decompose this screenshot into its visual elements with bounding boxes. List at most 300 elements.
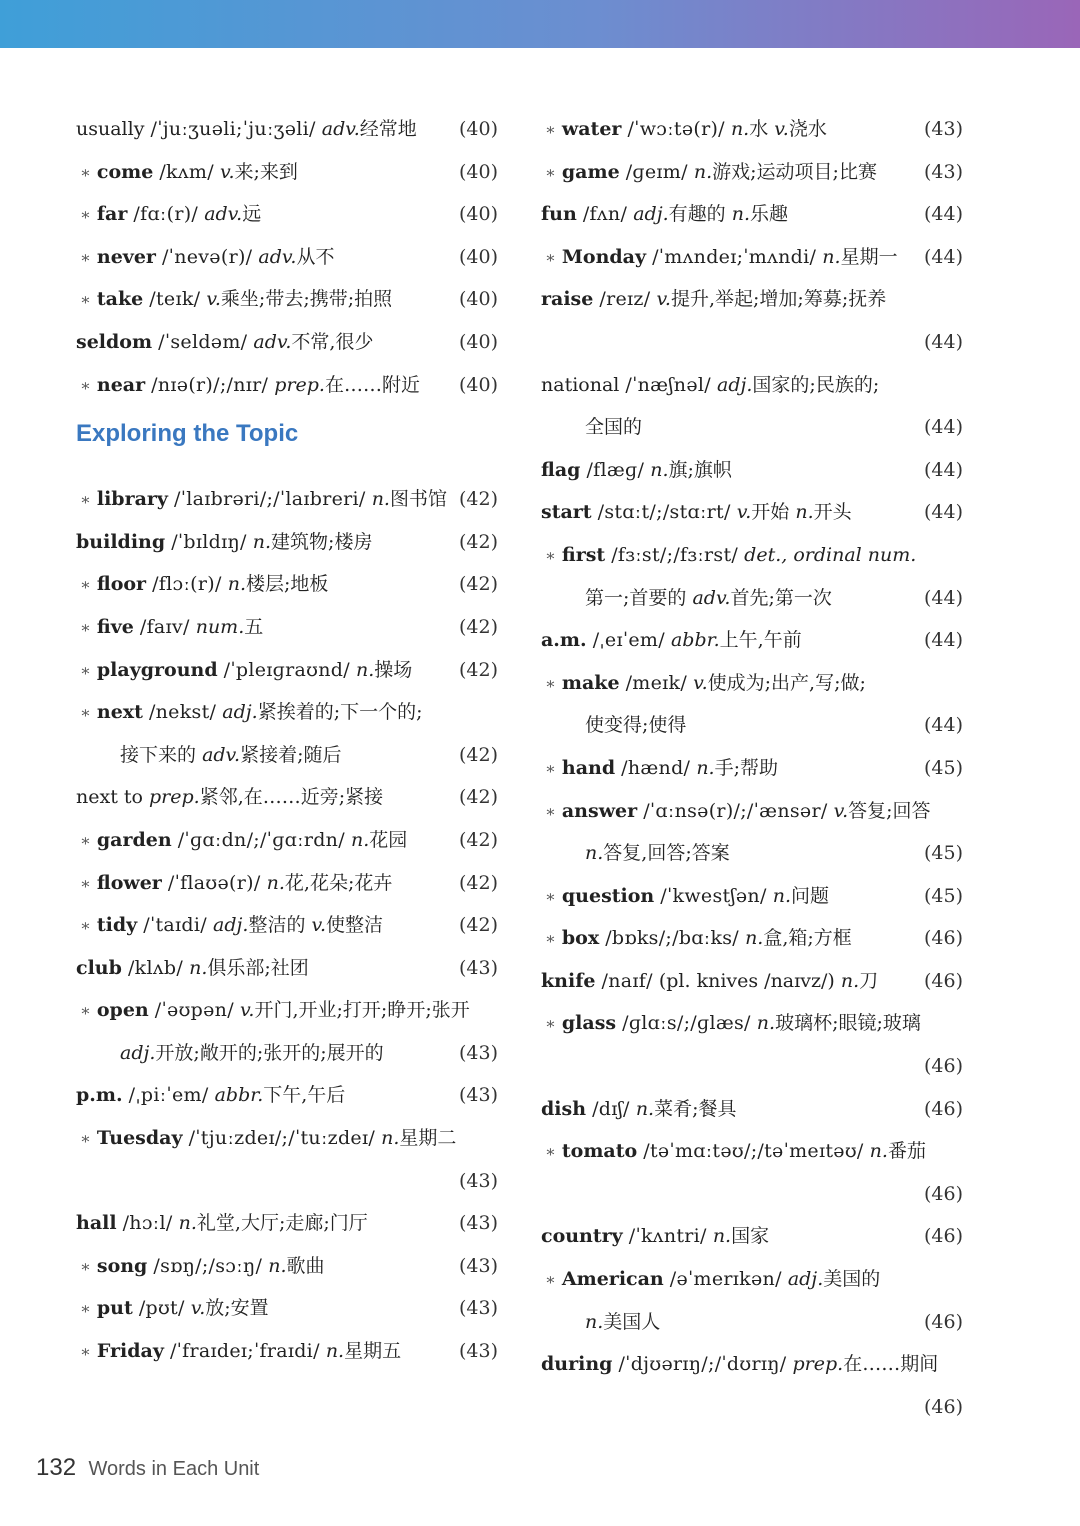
phonetic: /flæɡ/ [586,458,645,481]
headword: knife [541,969,596,992]
part-of-speech: abbr. [214,1084,264,1107]
definition-2: 开头 [813,501,852,524]
definition: 开始 [751,501,790,524]
entry-text [76,904,383,948]
definition: 下午,午后 [263,1084,346,1107]
vocab-row [541,1173,965,1216]
unit-page-ref: (44) [923,203,963,226]
definition: 星期五 [344,1340,402,1363]
phonetic: /ˈkwestʃən/ [660,884,767,907]
headword: fun [541,203,577,226]
vocab-row [76,1160,500,1203]
headword: song [96,1254,148,1277]
definition: 上午,午前 [719,629,802,652]
part-of-speech: n. [822,245,841,268]
definition: 整洁的 [248,914,306,937]
part-of-speech: num. [195,615,245,638]
unit-page-ref: (40) [458,203,498,226]
part-of-speech: prep. [149,786,200,809]
headword: box [561,927,600,950]
entry-text [76,151,298,195]
entry-text [76,734,341,777]
unit-page-ref: (44) [923,458,963,481]
part-of-speech: prep. [792,1353,844,1376]
entry-text [541,832,730,875]
entry-text [76,563,328,607]
section-heading: Exploring the Topic [76,420,299,448]
part-of-speech: n. [745,927,764,950]
entry-text [76,1330,401,1374]
entry-text [541,1343,938,1386]
part-of-speech: n. [730,118,750,140]
unit-page-ref: (43) [458,1297,498,1320]
headword: next to [76,786,143,809]
definition: 星期一 [840,245,898,268]
unit-page-ref: (42) [458,828,498,851]
definition: 歌曲 [286,1254,325,1277]
phonetic: /ˈwɔːtə(r)/ [627,118,725,140]
unit-page-ref: (42) [458,615,498,638]
part-of-speech: adj. [120,1041,156,1064]
part-of-speech-2: n. [731,203,750,226]
page-number: 132 [36,1454,77,1481]
part-of-speech: n. [350,828,370,851]
definition: 答复;回答 [848,799,931,822]
unit-page-ref: (43) [458,956,498,979]
definition: 使变得;使得 [585,714,687,737]
entry-text [76,606,263,650]
unit-page-ref: (46) [923,1225,963,1248]
vocab-row [76,1330,500,1373]
phonetic: /ɡeɪm/ [625,160,688,183]
unit-page-ref: (42) [458,871,498,894]
vocab-row [76,989,500,1032]
definition: 刀 [859,969,879,992]
headword: near [96,373,146,396]
phonetic: /teɪk/ [149,288,201,311]
phonetic: /fɑː(r)/ [133,203,199,226]
star-icon: ∗ [545,1142,556,1162]
entry-text [76,193,261,237]
unit-page-ref: (42) [458,573,498,596]
star-icon: ∗ [545,247,556,267]
part-of-speech: v. [206,288,221,311]
phonetic: /hɔːl/ [122,1212,173,1235]
entry-text [541,491,852,534]
star-icon: ∗ [545,120,556,139]
entry-text [76,691,423,735]
definition: 礼堂,大厅;走廊;门厅 [196,1212,368,1235]
headword: seldom [76,330,153,353]
footer-label: Words in Each Unit [88,1458,260,1480]
vocab-row [76,193,500,236]
unit-page-ref: (45) [923,842,963,865]
entry-text [76,364,420,408]
phonetic: /ˌpiːˈem/ [128,1084,209,1107]
star-icon: ∗ [80,1342,91,1362]
star-icon: ∗ [80,290,91,310]
part-of-speech-2: adv. [202,743,241,766]
definition: 在……附近 [324,373,420,396]
phonetic: /fʌn/ [582,203,628,226]
headword: answer [561,799,638,822]
plural-form: (pl. knives /naɪvz/) [658,969,835,992]
vocab-row [541,619,965,662]
entry-text [541,662,866,706]
definition-2: 浇水 [788,118,827,140]
part-of-speech: n. [585,1310,604,1333]
unit-page-ref: (43) [458,1084,498,1107]
vocab-row [541,960,965,1003]
headword: library [96,488,168,511]
headword: question [561,884,655,907]
part-of-speech: n. [227,573,246,596]
phonetic: /reɪz/ [599,288,651,311]
phonetic: /kʌm/ [159,160,214,183]
headword: playground [96,658,218,681]
part-of-speech: n. [371,488,390,511]
star-icon: ∗ [80,1256,91,1276]
part-of-speech-2: v. [311,914,327,937]
part-of-speech: n. [266,871,285,894]
entry-text [541,747,778,791]
entry-text [541,236,898,280]
entry-text [76,989,470,1033]
headword: raise [541,288,594,311]
entry-text [76,947,309,990]
definition: 美国人 [603,1310,661,1333]
unit-page-ref: (44) [923,629,963,652]
unit-page-ref: (43) [458,1169,498,1192]
entry-text [76,1287,269,1331]
entry-text [541,108,827,152]
vocab-row [541,577,965,620]
entry-text [76,819,407,863]
phonetic: /ˈpleɪɡraʊnd/ [223,658,350,681]
vocab-row [76,862,500,905]
headword: floor [96,573,147,596]
vocab-row [541,321,965,364]
part-of-speech: n. [178,1212,197,1235]
star-icon: ∗ [80,205,91,225]
phonetic: /ˈlaɪbrəri/;/ˈlaɪbreri/ [174,488,366,511]
part-of-speech: v. [190,1297,206,1320]
vocab-row [76,1117,500,1160]
phonetic: /əˈmerɪkən/ [669,1268,782,1291]
definition: 紧邻,在……近旁;紧接 [199,786,384,809]
part-of-speech: v. [219,160,235,183]
phonetic: /naɪf/ [601,969,653,992]
unit-page-ref: (40) [458,160,498,183]
entry-text [541,278,886,321]
definition: 来;来到 [234,160,298,183]
vocab-row [541,1130,965,1173]
vocab-row [76,1245,500,1288]
vocab-row [541,1088,965,1131]
vocab-row [541,406,965,449]
vocab-row [76,151,500,194]
definition: 旗;旗帜 [668,458,732,481]
page-footer [36,1454,259,1482]
definition: 在……期间 [843,1353,939,1376]
part-of-speech: n. [325,1340,345,1363]
star-icon: ∗ [545,758,556,778]
entry-text [541,1130,926,1174]
headword: start [541,501,592,524]
entry-text [541,917,852,961]
vocab-row [541,1215,965,1258]
headword: first [561,543,606,566]
right-column [541,108,965,1428]
unit-page-ref: (43) [458,1340,498,1363]
part-of-speech: adj. [787,1268,824,1291]
definition: 不常,很少 [291,330,374,353]
part-of-speech: n. [693,160,713,183]
headword: p.m. [76,1084,123,1107]
entry-text [76,236,334,280]
definition: 盒,箱;方框 [763,927,852,950]
part-of-speech: prep. [274,373,325,396]
part-of-speech: v. [693,671,708,694]
unit-page-ref: (45) [923,884,963,907]
star-icon: ∗ [80,617,91,637]
headword: put [96,1297,133,1320]
vocab-row [76,606,500,649]
entry-text [541,151,877,195]
entry-text [76,776,383,819]
part-of-speech: n. [756,1012,776,1035]
part-of-speech: v. [736,501,752,524]
vocab-row [76,364,500,407]
entry-text [541,1088,737,1131]
phonetic: /təˈmɑːtəʊ/;/təˈmeɪtəʊ/ [643,1140,864,1163]
vocab-row [541,491,965,534]
star-icon: ∗ [80,916,91,936]
unit-page-ref: (46) [923,969,963,992]
unit-page-ref: (43) [458,1254,498,1277]
vocab-row [76,521,500,564]
entry-text [541,1301,660,1344]
unit-page-ref: (46) [923,1182,963,1205]
definition: 问题 [791,884,830,907]
vocab-row [541,832,965,875]
phonetic: /ɡlɑːs/;/ɡlæs/ [622,1012,751,1035]
headword: water [561,118,622,140]
unit-page-ref: (46) [923,1097,963,1120]
vocab-row [76,278,500,321]
vocab-row [541,1045,965,1088]
headword: five [96,615,134,638]
entry-text [76,1245,325,1289]
part-of-speech-2: n. [795,501,814,524]
definition: 国家 [731,1225,770,1248]
phonetic: /ˈɑːnsə(r)/;/ˈænsər/ [643,799,828,822]
left-column [76,108,500,1373]
phonetic: /ˈseldəm/ [158,330,248,353]
phonetic: /nɪə(r)/;/nɪr/ [151,373,269,396]
definition: 乘坐;带去;携带;拍照 [220,288,393,311]
definition: 国家的;民族的; [752,373,880,396]
unit-page-ref: (46) [923,1055,963,1078]
headword: Tuesday [96,1127,183,1150]
phonetic: /nekst/ [148,701,217,724]
unit-page-ref: (46) [923,1395,963,1418]
vocab-row [76,776,500,819]
entry-text [541,960,878,1003]
entry-text [541,577,832,620]
phonetic: /ˈnæʃnəl/ [625,373,711,396]
star-icon: ∗ [545,886,556,906]
definition: 图书馆 [389,488,447,511]
definition: 开门,开业;打开;睁开;张开 [254,999,470,1022]
part-of-speech: v. [656,288,671,311]
part-of-speech: n. [252,530,272,553]
unit-page-ref: (44) [923,586,963,609]
phonetic: /meɪk/ [625,671,688,694]
unit-page-ref: (40) [458,330,498,353]
vocab-row [541,193,965,236]
definition: 花园 [369,828,408,851]
part-of-speech: adv. [321,118,360,140]
entry-text [541,619,802,662]
part-of-speech: adv. [204,203,243,226]
entry-text [541,193,788,236]
part-of-speech: adv. [258,245,297,268]
vocab-row [76,478,500,521]
vocab-row [541,1002,965,1045]
part-of-speech: n. [772,884,791,907]
unit-page-ref: (42) [458,786,498,809]
definition: 有趣的 [668,203,726,226]
headword: dish [541,1097,587,1120]
entry-text [541,406,642,449]
headword: open [96,999,149,1022]
unit-page-ref: (42) [458,743,498,766]
headword: next [96,701,143,724]
star-icon: ∗ [80,490,91,510]
vocab-row [76,734,500,777]
vocab-row [541,534,965,577]
vocab-row [541,662,965,705]
unit-page-ref: (43) [923,160,963,183]
vocab-row [76,1032,500,1075]
part-of-speech: adj. [222,701,258,724]
unit-page-ref: (43) [458,1041,498,1064]
vocab-row [541,151,965,194]
star-icon: ∗ [80,1129,91,1149]
definition-2: 使整洁 [326,914,384,937]
entry-text [541,1258,880,1302]
headword: never [96,245,156,268]
headword: take [96,288,144,311]
star-icon: ∗ [545,801,556,821]
headword: usually [76,118,145,140]
definition: 菜肴;餐具 [654,1097,737,1120]
definition: 水 [749,118,769,140]
entry-text [76,1032,384,1075]
vocab-row [76,904,500,947]
part-of-speech: adj. [633,203,669,226]
part-of-speech: n. [869,1140,888,1163]
part-of-speech: adj. [717,373,753,396]
part-of-speech: abbr. [670,629,720,652]
vocab-row [541,364,965,407]
definition: 开放;敞开的;张开的;展开的 [155,1041,384,1064]
headword: glass [561,1012,617,1035]
headword: during [541,1353,613,1376]
entry-text [76,278,392,322]
phonetic: /ˈtaɪdi/ [143,914,207,937]
phonetic: /ˈɡɑːdn/;/ˈɡɑːrdn/ [177,828,345,851]
unit-page-ref: (43) [458,1212,498,1235]
part-of-speech: det., [744,543,788,566]
definition: 接下来的 [120,743,197,766]
part-of-speech: n. [381,1127,400,1150]
headword: a.m. [541,629,587,652]
phonetic: /stɑːt/;/stɑːrt/ [597,501,731,524]
phonetic: /dɪʃ/ [592,1097,630,1120]
entry-text [541,364,879,407]
vocab-row [76,691,500,734]
definition-2: 乐趣 [749,203,788,226]
phonetic: /pʊt/ [138,1297,185,1320]
phonetic: /ˈflaʊə(r)/ [167,871,261,894]
star-icon: ∗ [80,247,91,267]
headword: Friday [96,1340,164,1363]
vocab-row [541,1258,965,1301]
definition: 俱乐部;社团 [207,956,309,979]
star-icon: ∗ [80,375,91,395]
headword: far [96,203,128,226]
vocab-row [76,108,500,151]
vocab-row [76,649,500,692]
phonetic: /ˈtjuːzdeɪ/;/ˈtuːzdeɪ/ [188,1127,376,1150]
headword: flower [96,871,162,894]
vocab-row [541,704,965,747]
phonetic: /ˈdjʊərɪŋ/;/ˈdʊrɪŋ/ [618,1353,787,1376]
definition-2: 紧接着;随后 [240,743,342,766]
star-icon: ∗ [80,873,91,893]
phonetic: /ˈbɪldɪŋ/ [171,530,247,553]
headword: game [561,160,620,183]
headword: tomato [561,1140,638,1163]
definition: 远 [242,203,262,226]
headword: garden [96,828,172,851]
definition: 游戏;运动项目;比赛 [712,160,877,183]
definition: 建筑物;楼房 [271,530,373,553]
part-of-speech: n. [355,658,375,681]
phonetic: /ˈmʌndeɪ;ˈmʌndi/ [652,245,817,268]
star-icon: ∗ [80,1299,91,1319]
part-of-speech: v. [239,999,255,1022]
phonetic: /ˈəʊpən/ [154,999,234,1022]
vocab-row [541,1386,965,1429]
part-of-speech: v. [833,799,849,822]
part-of-speech-2: adv. [692,586,731,609]
definition: 花,花朵;花卉 [284,871,393,894]
part-of-speech: adj. [213,914,249,937]
phonetic: /bɒks/;/bɑːks/ [605,927,740,950]
star-icon: ∗ [545,545,556,565]
definition: 提升,举起;增加;筹募;抚养 [670,288,887,311]
unit-page-ref: (44) [923,416,963,439]
unit-page-ref: (42) [458,530,498,553]
unit-page-ref: (40) [458,118,498,140]
phonetic: /sɒŋ/;/sɔːŋ/ [153,1254,263,1277]
phonetic: /fɜːst/;/fɜːrst/ [611,543,739,566]
part-of-speech-2: v. [774,118,789,140]
phonetic: /hænd/ [621,756,691,779]
